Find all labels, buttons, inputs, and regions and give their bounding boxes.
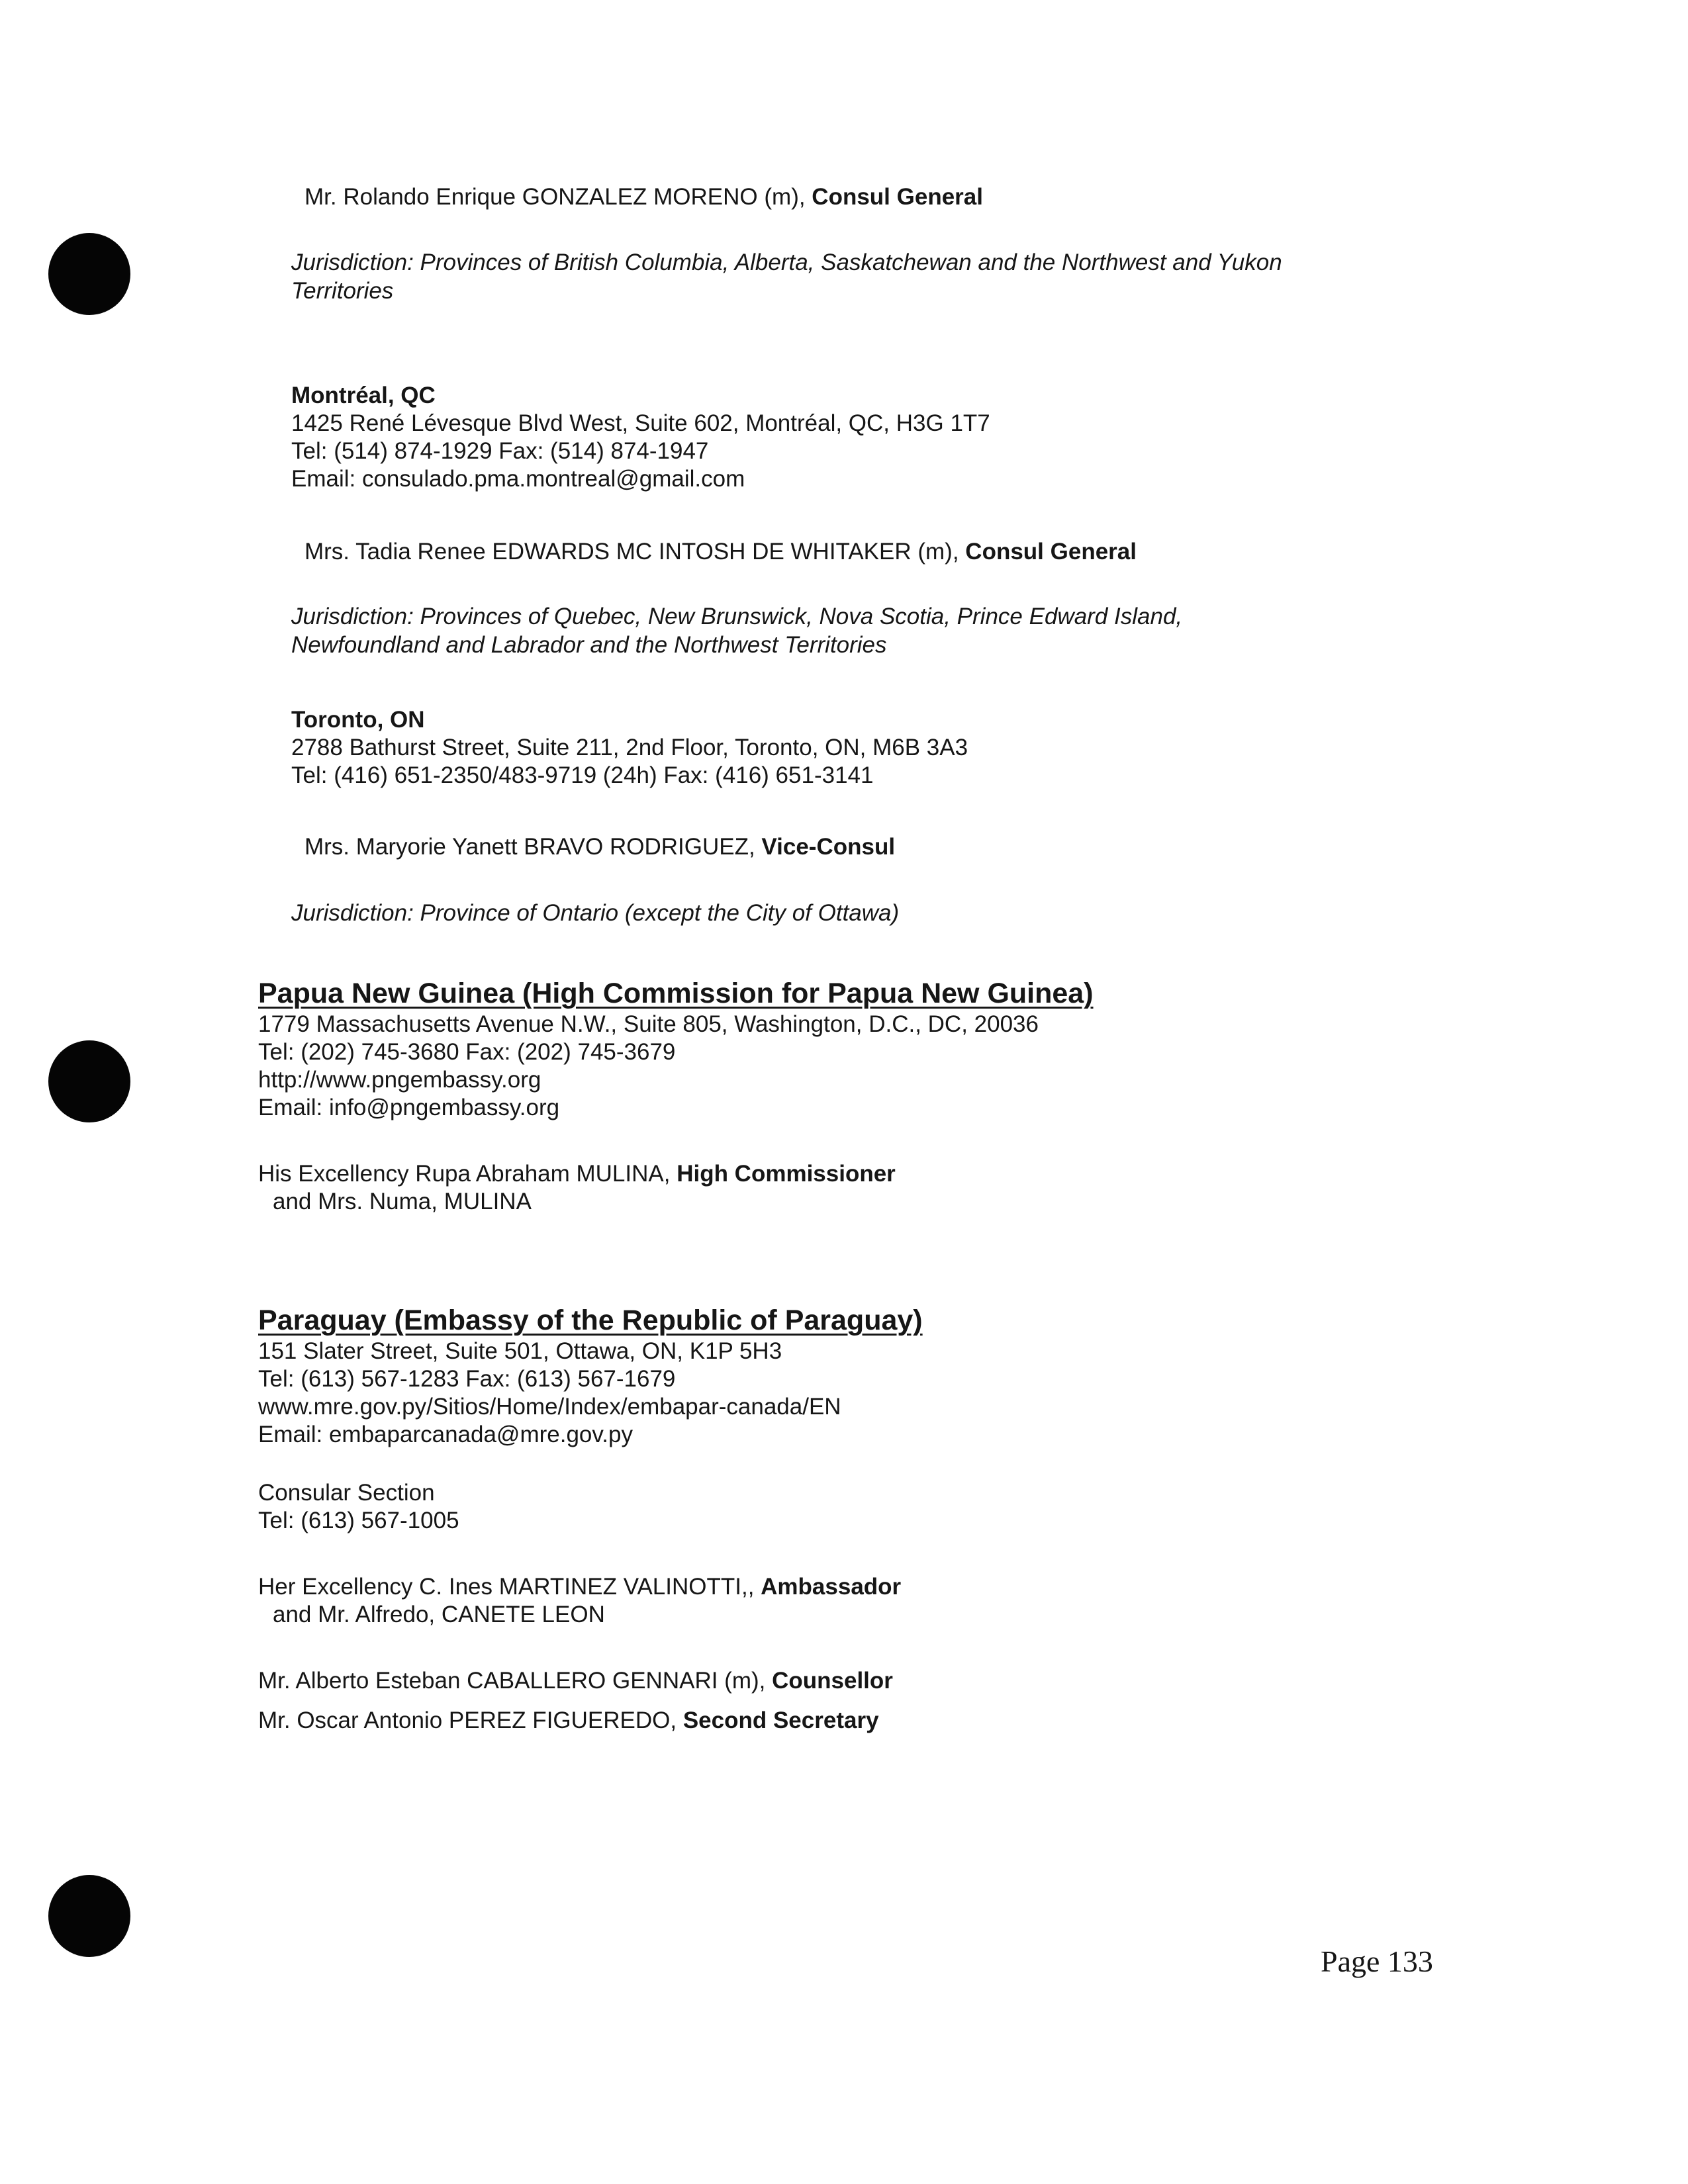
staff-name: Her Excellency C. Ines MARTINEZ VALINOTTI,, <box>258 1574 761 1600</box>
papua-new-guinea-heading: Papua New Guinea (High Commission for Papua New Guinea) <box>258 978 1094 1009</box>
paraguay-phone: Tel: (613) 567-1283 Fax: (613) 567-1679 <box>258 1366 676 1392</box>
paraguay-website: www.mre.gov.py/Sitios/Home/Index/embapar-canada/EN <box>258 1394 841 1420</box>
paraguay-ambassador-entry <box>258 1572 901 1601</box>
staff-name: Mr. Alberto Esteban CABALLERO GENNARI (m), <box>258 1668 773 1694</box>
toronto-phone: Tel: (416) 651-2350/483-9719 (24h) Fax: (416) 651-3141 <box>291 762 874 788</box>
page-number: Page 133 <box>1321 1944 1433 1978</box>
binder-hole-bottom <box>48 1875 130 1957</box>
staff-name: Mr. Oscar Antonio PEREZ FIGUEREDO, <box>258 1707 683 1733</box>
staff-title: Counsellor <box>772 1668 893 1694</box>
staff-name: Mrs. Maryorie Yanett BRAVO RODRIGUEZ, <box>305 834 762 860</box>
paraguay-email: Email: embaparcanada@mre.gov.py <box>258 1422 633 1447</box>
png-phone: Tel: (202) 745-3680 Fax: (202) 745-3679 <box>258 1039 676 1065</box>
toronto-jurisdiction: Jurisdiction: Province of Ontario (except the City of Ottawa) <box>291 900 900 926</box>
vancouver-consul-entry <box>305 183 983 211</box>
paraguay-spouse: and Mr. Alfredo, CANETE LEON <box>273 1602 605 1627</box>
paraguay-staff-entry <box>258 1706 879 1735</box>
png-spouse: and Mrs. Numa, MULINA <box>273 1189 532 1214</box>
paraguay-consular-label: Consular Section <box>258 1480 435 1506</box>
toronto-vice-consul-entry <box>305 833 895 861</box>
montreal-jurisdiction-line2: Newfoundland and Labrador and the Northwest Territories <box>291 632 887 658</box>
staff-title: Consul General <box>965 539 1137 565</box>
binder-hole-top <box>48 233 130 315</box>
staff-title: Consul General <box>812 184 983 210</box>
toronto-city-heading: Toronto, ON <box>291 707 425 733</box>
montreal-email: Email: consulado.pma.montreal@gmail.com <box>291 466 745 492</box>
staff-title: High Commissioner <box>677 1161 896 1187</box>
paraguay-address: 151 Slater Street, Suite 501, Ottawa, ON, K1P 5H3 <box>258 1338 782 1364</box>
paraguay-heading: Paraguay (Embassy of the Republic of Paraguay) <box>258 1304 923 1336</box>
staff-name: His Excellency Rupa Abraham MULINA, <box>258 1161 677 1187</box>
toronto-address: 2788 Bathurst Street, Suite 211, 2nd Floor, Toronto, ON, M6B 3A3 <box>291 735 968 760</box>
montreal-jurisdiction-line1: Jurisdiction: Provinces of Quebec, New Brunswick, Nova Scotia, Prince Edward Island, <box>291 604 1183 629</box>
montreal-city-heading: Montréal, QC <box>291 383 436 408</box>
png-address: 1779 Massachusetts Avenue N.W., Suite 805, Washington, D.C., DC, 20036 <box>258 1011 1039 1037</box>
montreal-phone: Tel: (514) 874-1929 Fax: (514) 874-1947 <box>291 438 709 464</box>
paraguay-consular-phone: Tel: (613) 567-1005 <box>258 1508 459 1533</box>
montreal-address: 1425 René Lévesque Blvd West, Suite 602, Montréal, QC, H3G 1T7 <box>291 410 990 436</box>
staff-name: Mrs. Tadia Renee EDWARDS MC INTOSH DE WHITAKER (m), <box>305 539 966 565</box>
paraguay-staff-entry <box>258 1666 893 1695</box>
vancouver-jurisdiction-line1: Jurisdiction: Provinces of British Columbia, Alberta, Saskatchewan and the Northwest and Yukon <box>291 250 1282 275</box>
staff-title: Ambassador <box>761 1574 902 1600</box>
vancouver-jurisdiction-line2: Territories <box>291 278 394 304</box>
png-website: http://www.pngembassy.org <box>258 1067 541 1093</box>
png-high-commissioner-entry <box>258 1160 896 1188</box>
montreal-consul-entry <box>305 537 1137 566</box>
staff-title: Second Secretary <box>682 1707 879 1733</box>
png-email: Email: info@pngembassy.org <box>258 1095 560 1120</box>
staff-name: Mr. Rolando Enrique GONZALEZ MORENO (m), <box>305 184 812 210</box>
binder-hole-middle <box>48 1040 130 1122</box>
staff-title: Vice-Consul <box>761 834 896 860</box>
